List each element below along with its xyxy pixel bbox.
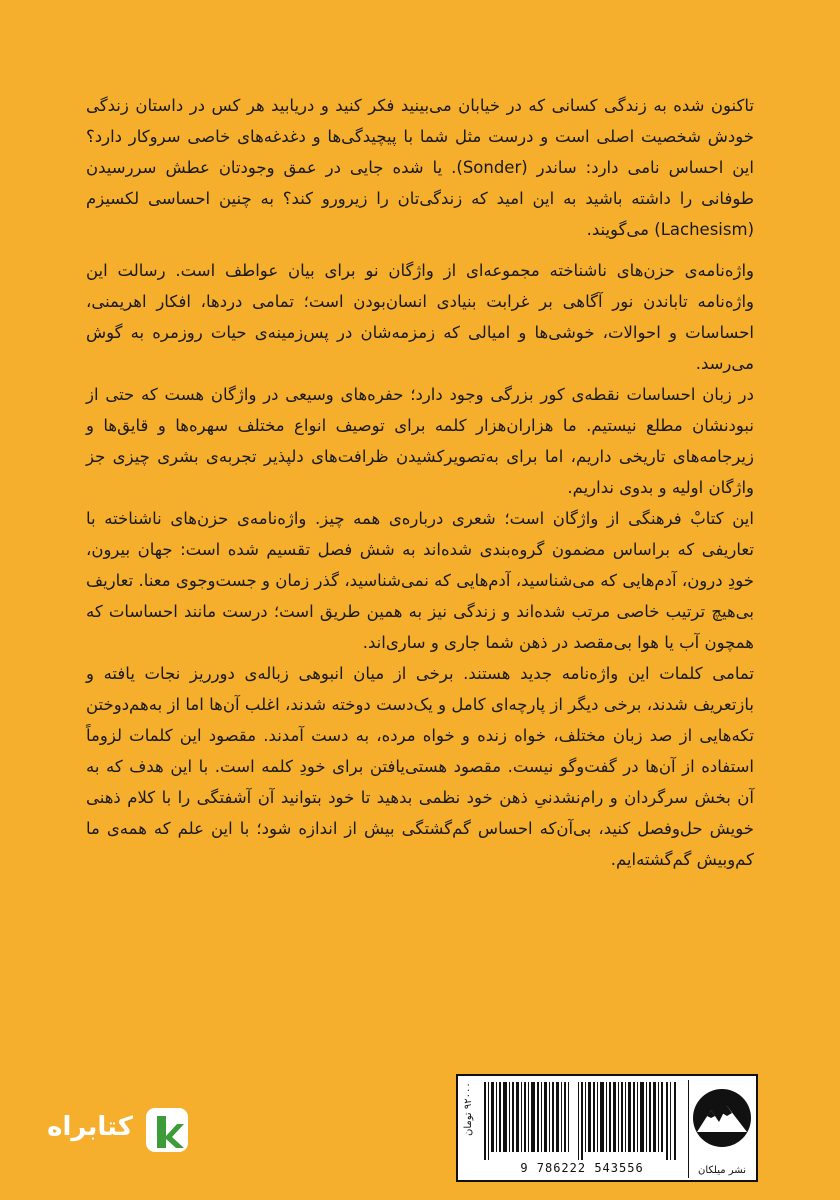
publisher-name: نشر میلکان — [698, 1165, 746, 1176]
paragraph-dictionary: واژه‌نامه‌ی حزن‌های ناشناخته مجموعه‌ای از واژگان نو برای بیان عواطف است. رسالت این واژه‌نامه تاباندن نور آگاهی بر غرابت بنیادی انسان‌بودن است؛ تمامی دردها، افکار اهریمنی، احساسات و احوالات، خوشی‌ها و امیالی که زمزمه‌شان در پس‌زمینه‌ی حیات روزمره به گوش می‌رسد. — [86, 261, 754, 373]
paragraph-intro: تاکنون شده به زندگی کسانی که در خیابان می‌بینید فکر کنید و دریابید هر کس در داستان زندگی خودش شخصیت اصلی است و درست مثل شما با پیچیدگی‌ها و دغدغه‌های خاصی سروکار دارد؟ این احساس نامی دارد: ساندر (Sonder). یا شده جایی در عمق وجودتان عطش سررسیدن طوفانی را داشته باشید به این امید که زندگی‌تان را زیرورو کند؟ به چنین احساسی لکسیزم (Lachesism) می‌گویند. — [86, 96, 754, 239]
publisher-logo — [688, 1080, 755, 1178]
paragraph-blind-spot: در زبان احساسات نقطه‌ی کور بزرگی وجود دارد؛ حفره‌های وسیعی در واژگان هست که حتی از نبودنشان مطلع نیستیم. ما هزاران‌هزار کلمه برای توصیف انواع مختلف سهره‌ها و قایق‌ها و زیرجامه‌های تاریخی داریم، اما برای به‌تصویرکشیدن ظرافت‌های دلپذیر تجربه‌ی بشری چیزی جز واژگان اولیه و بدوی نداریم. — [86, 385, 754, 497]
paragraph-words: تمامی کلمات این واژه‌نامه جدید هستند. برخی از میان انبوهی زباله‌ی دورریز نجات یافته و بازتعریف شدند، برخی دیگر از پارچه‌ای کامل و یک‌دست دوخته شدند، اغلب آن‌ها اما از به‌هم‌دوختن تکه‌هایی از صد زبان مختلف، خواه زنده و خواه مرده، به دست آمدند. مقصود این کلمات لزوماً استفاده از آن‌ها در گفت‌وگو نیست. مقصود هستی‌یافتن برای خودِ کلمه است. با این هدف که به آن بخش سرگردان و رام‌نشدنیِ ذهن خود نظمی بدهید تا خود بتوانید آن آشفتگی را با کلام ذهنی خویش حل‌وفصل کنید، بی‌آن‌که احساس گم‌گشتگی بیش از اندازه شود؛ با این علم که همه‌ی ما کم‌وبیش گم‌گشته‌ایم. — [86, 664, 754, 869]
back-cover-text — [86, 90, 754, 875]
barcode-icon — [482, 1082, 682, 1160]
isbn-number: 9 786222 543556 — [520, 1161, 644, 1175]
store-logo — [40, 1104, 190, 1156]
price-label: ۹۲۰۰۰ تومان — [463, 1082, 474, 1136]
ketabrah-k-icon — [144, 1106, 190, 1154]
barcode-panel — [456, 1074, 758, 1182]
store-name: کتابراه — [47, 1112, 133, 1142]
paragraph-book-structure: این کتابْ فرهنگی از واژگان است؛ شعری درباره‌ی همه چیز. واژه‌نامه‌ی حزن‌های ناشناخته با تعاریفی که براساس مضمون گروه‌بندی شده‌اند به شش فصل تقسیم شده است: جهان بیرون، خودِ درون، آدم‌هایی که می‌شناسید، آدم‌هایی که نمی‌شناسید، گذر زمان و جست‌وجوی معنا. تعاریف بی‌هیچ ترتیب خاصی مرتب شده‌اند و زندگی نیز به همین طریق است؛ درست مانند احساسات که همچون آب یا هوا بی‌مقصد در ذهن شما جاری و ساری‌اند. — [86, 509, 754, 652]
mountains-icon — [689, 1080, 755, 1160]
